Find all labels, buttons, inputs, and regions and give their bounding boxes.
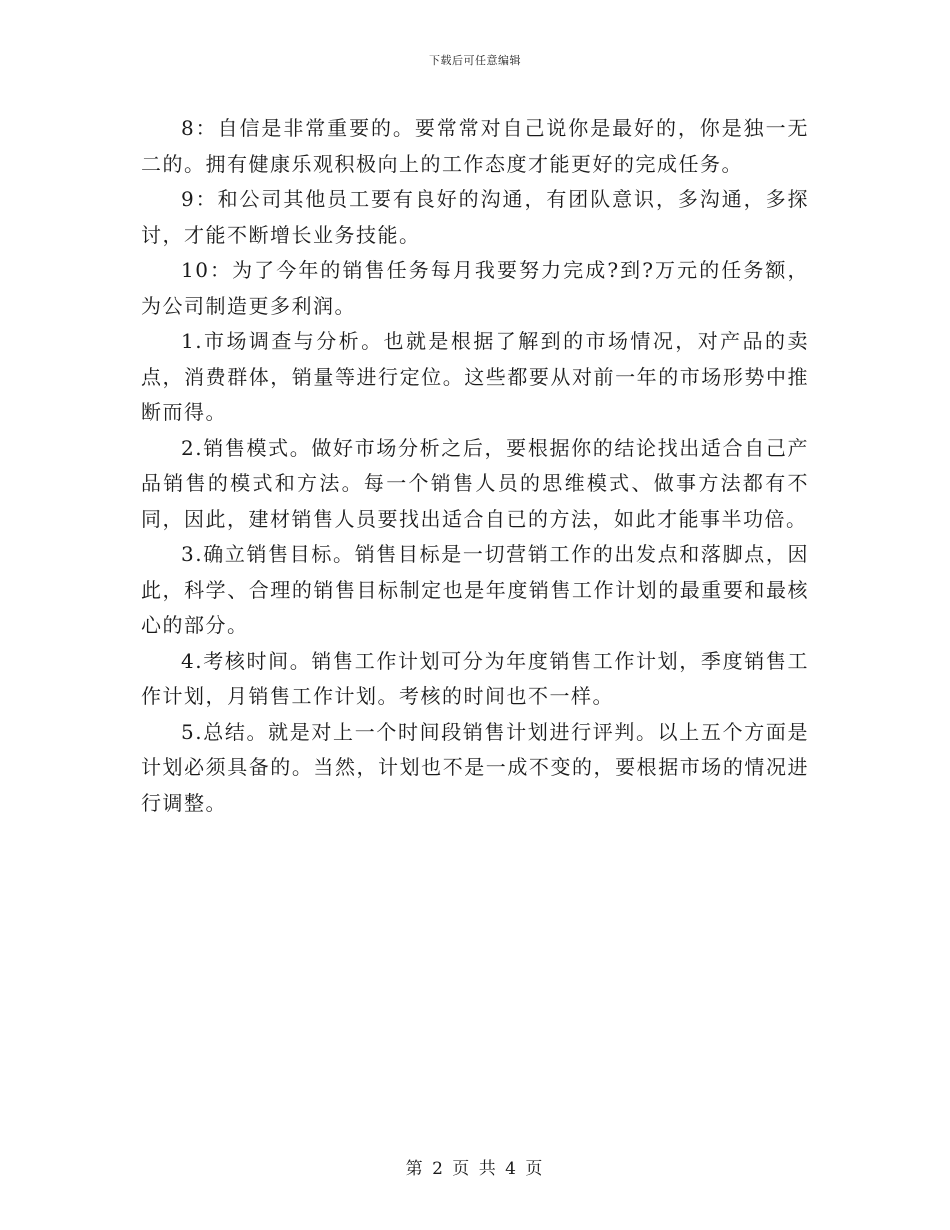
paragraph-assessment-time: 4.考核时间。销售工作计划可分为年度销售工作计划，季度销售工作计划，月销售工作计划。考核的时间也不一样。	[141, 648, 809, 708]
page-number-footer: 第 2 页 共 4 页	[405, 1159, 545, 1179]
paragraph-market-analysis: 1.市场调查与分析。也就是根据了解到的市场情况，对产品的卖点，消费群体，销量等进行定位。这些都要从对前一年的市场形势中推断而得。	[141, 329, 809, 424]
document-body	[141, 111, 809, 821]
paragraph-sales-target: 3.确立销售目标。销售目标是一切营销工作的出发点和落脚点，因此，科学、合理的销售目标制定也是年度销售工作计划的最重要和最核心的部分。	[141, 542, 809, 637]
paragraph-sales-model: 2.销售模式。做好市场分析之后，要根据你的结论找出适合自己产品销售的模式和方法。每一个销售人员的思维模式、做事方法都有不同，因此，建材销售人员要找出适合自已的方法，如此才能事半功倍。	[141, 435, 809, 531]
paragraph-summary: 5.总结。就是对上一个时间段销售计划进行评判。以上五个方面是计划必须具备的。当然，计划也不是一成不变的，要根据市场的情况进行调整。	[141, 719, 809, 815]
paragraph-10: 10：为了今年的销售任务每月我要努力完成?到?万元的任务额，为公司制造更多利润。	[141, 258, 809, 318]
paragraph-8: 8：自信是非常重要的。要常常对自己说你是最好的，你是独一无二的。拥有健康乐观积极向上的工作态度才能更好的完成任务。	[141, 116, 809, 176]
page-header: 下载后可任意编辑	[429, 54, 521, 67]
paragraph-9: 9：和公司其他员工要有良好的沟通，有团队意识，多沟通，多探讨，才能不断增长业务技能。	[141, 187, 809, 247]
